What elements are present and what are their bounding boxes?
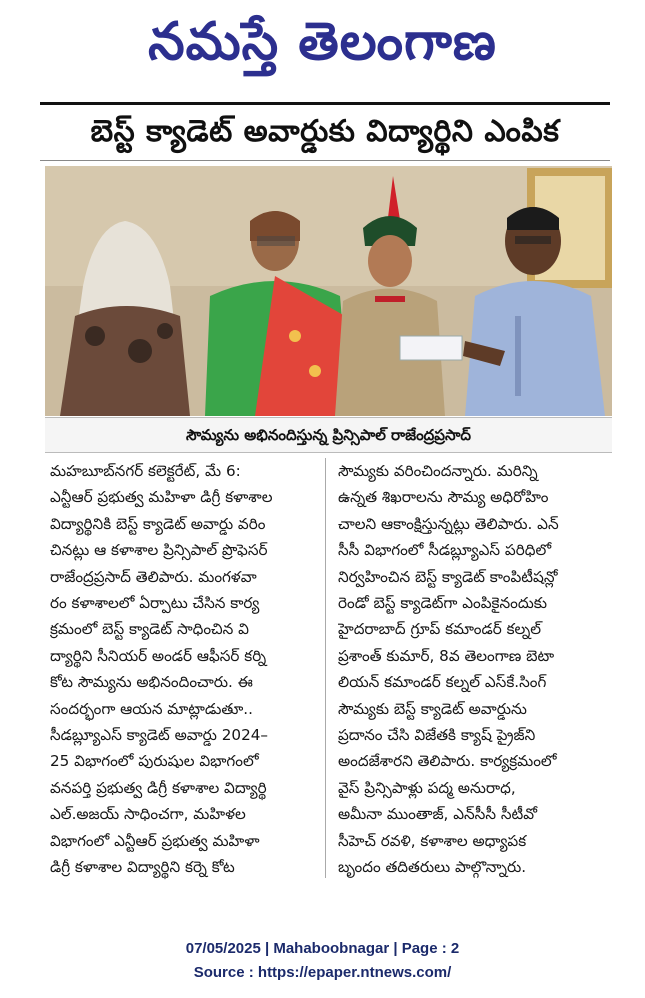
photo-illustration xyxy=(45,166,612,416)
text-line: ప్రదానం చేసి విజేతకి క్యాష్ ప్రైజ్‌ని xyxy=(338,726,536,745)
text-line: క్రమంలో బెస్ట్ క్యాడెట్ సాధించిన వి xyxy=(50,620,249,639)
newspaper-logo: నమస్తే తెలంగాణ xyxy=(148,12,497,72)
text-line: విద్యార్థినికి బెస్ట్ క్యాడెట్ అవార్డు వరిం xyxy=(50,514,266,533)
text-line: వనపర్తి ప్రభుత్వ డిగ్రీ కళాశాల విద్యార్థి xyxy=(50,778,267,797)
text-line: రాజేంద్రప్రసాద్ తెలిపారు. మంగళవా xyxy=(50,567,257,586)
text-line: సందర్భంగా ఆయన మాట్లాడుతూ.. xyxy=(50,699,253,718)
photo-caption xyxy=(45,417,612,453)
text-line: లియన్ కమాండర్ కల్నల్ ఎస్‌కే.సింగ్ xyxy=(338,673,547,692)
article-headline: బెస్ట్ క్యాడెట్ అవార్డుకు విద్యార్థిని ఎంపిక xyxy=(90,114,560,149)
text-line: సీడబ్ల్యూఎస్ క్యాడెట్ అవార్డు 2024– xyxy=(50,726,268,745)
text-line: చాలని ఆకాంక్షిస్తున్నట్లు తెలిపారు. ఎన్ xyxy=(338,514,559,533)
text-line: డిగ్రీ కళాశాల విద్యార్థిని కర్నె కోట xyxy=(50,858,235,877)
text-line: మహబూబ్‌నగర్ కలెక్టరేట్, మే 6: xyxy=(50,462,241,480)
article-column-left xyxy=(50,458,312,888)
text-line: 25 విభాగంలో పురుషుల విభాగంలో xyxy=(50,752,259,771)
text-line: సౌమ్యకు బెస్ట్ క్యాడెట్ అవార్డును xyxy=(338,699,527,718)
headline-bottom-rule xyxy=(40,160,610,161)
text-line: చినట్లు ఆ కళాశాల ప్రిన్సిపాల్ ప్రొఫెసర్ xyxy=(50,541,268,560)
text-line: ద్యార్థిని సీనియర్ అండర్ ఆఫీసర్ కర్ని xyxy=(50,646,267,665)
text-line: రెండో బెస్ట్ క్యాడెట్‌గా ఎంపికైనందుకు xyxy=(338,594,547,613)
article-photo xyxy=(45,166,612,416)
photo-caption-text: సౌమ్యను అభినందిస్తున్న ప్రిన్సిపాల్ రాజేంద్రప్రసాద్ xyxy=(185,426,471,444)
text-line: విభాగంలో ఎన్టీఆర్ ప్రభుత్వ మహిళా xyxy=(50,831,260,850)
article-column-right xyxy=(338,458,600,888)
text-line: ఉన్నత శిఖరాలను సౌమ్య అధిరోహిం xyxy=(338,488,549,507)
headline-top-rule xyxy=(40,102,610,105)
text-line: రం కళాశాలలో ఏర్పాటు చేసిన కార్య xyxy=(50,594,260,613)
column-divider xyxy=(325,458,326,878)
text-line: సౌమ్యకు వరించిందన్నారు. మరిన్ని xyxy=(338,462,538,480)
edition-info: 07/05/2025 | Mahaboobnagar | Page : 2 xyxy=(185,940,460,957)
text-line: సీసీ విభాగంలో సీడబ్ల్యూఎస్ పరిధిలో xyxy=(338,541,552,560)
text-line: నిర్వహించిన బెస్ట్ క్యాడెట్ కాంపిటీషన్లో xyxy=(338,567,558,586)
text-line: అమీనా ముంతాజ్, ఎన్‌సీసీ సీటీవో xyxy=(338,805,537,824)
source-link[interactable]: Source : https://epaper.ntnews.com/ xyxy=(193,964,452,981)
text-line: ప్రశాంత్ కుమార్, 8వ తెలంగాణ బెటా xyxy=(338,646,555,665)
page-footer xyxy=(0,937,645,985)
text-line: కోట సౌమ్యను అభినందించారు. ఈ xyxy=(50,673,253,692)
text-line: వైస్ ప్రిన్సిపాళ్లు పద్మ అనురాధ, xyxy=(338,778,516,797)
masthead xyxy=(0,0,645,92)
text-line: ఎల్.అజయ్ సాధించగా, మహిళల xyxy=(50,805,246,824)
text-line: సీహెచ్ రవళి, కళాశాల అధ్యాపక xyxy=(338,831,527,850)
text-line: బృందం తదితరులు పాల్గొన్నారు. xyxy=(338,858,527,877)
text-line: హైదరాబాద్ గ్రూప్ కమాండర్ కల్నల్ xyxy=(338,620,541,639)
text-line: ఎన్టీఆర్ ప్రభుత్వ మహిళా డిగ్రీ కళాశాల xyxy=(50,488,273,507)
text-line: అందజేశారని తెలిపారు. కార్యక్రమంలో xyxy=(338,752,557,771)
